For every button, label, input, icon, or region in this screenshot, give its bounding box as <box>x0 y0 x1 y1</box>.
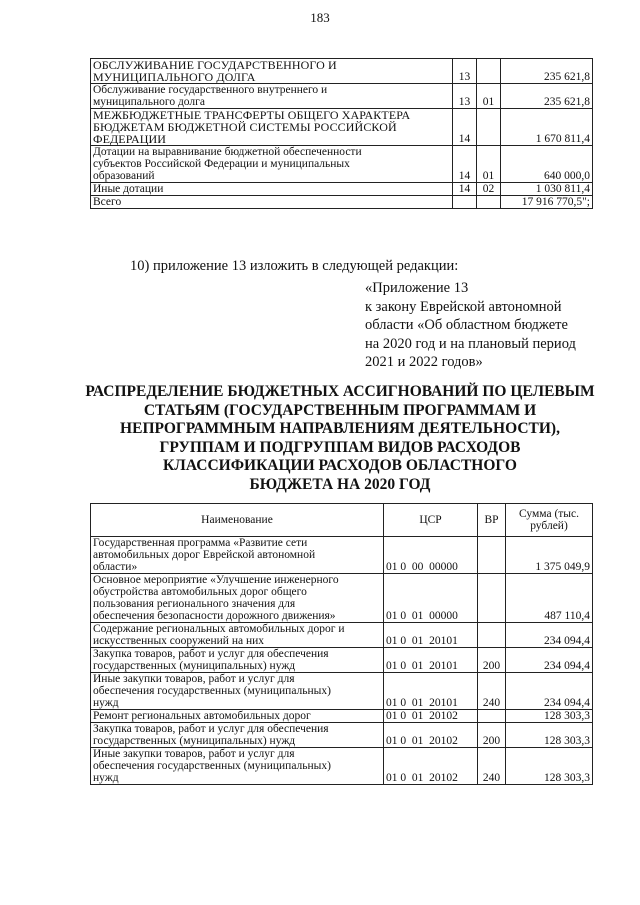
row-name-line: Основное мероприятие «Улучшение инженерного <box>93 574 339 586</box>
row-name-line: субъектов Российской Федерации и муниципальных <box>93 158 350 170</box>
row-vr <box>478 623 506 648</box>
row-name <box>91 574 384 623</box>
appendix-line: области «Об областном бюджете <box>365 317 568 333</box>
document-heading <box>80 383 600 494</box>
row-vr <box>478 710 506 723</box>
row-subsection <box>477 109 501 146</box>
row-name-line: государственных (муниципальных) нужд <box>93 735 296 747</box>
row-name-line: Ремонт региональных автомобильных дорог <box>93 710 311 722</box>
row-sum: 487 110,4 <box>506 574 593 623</box>
appendix-reference <box>365 279 593 372</box>
row-name-line: нужд <box>93 772 119 784</box>
row-vr <box>478 537 506 574</box>
table-row <box>91 710 593 723</box>
budget-sections-table <box>90 58 593 209</box>
row-name-line: ОБСЛУЖИВАНИЕ ГОСУДАРСТВЕННОГО И <box>93 58 337 72</box>
row-csr: 01 0 01 20102 <box>384 710 478 723</box>
row-name-line: Иные закупки товаров, работ и услуг для <box>93 673 295 685</box>
header-csr: ЦСР <box>384 504 478 537</box>
row-sum: 234 094,4 <box>506 648 593 673</box>
row-name-line: Закупка товаров, работ и услуг для обеспечения <box>93 723 329 735</box>
row-sum: 1 375 049,9 <box>506 537 593 574</box>
row-subsection: 01 <box>477 146 501 183</box>
header-sum <box>506 504 593 537</box>
row-csr: 01 0 01 20102 <box>384 723 478 748</box>
row-name-line: пользования регионального значения для <box>93 598 296 610</box>
row-vr: 240 <box>478 673 506 710</box>
row-section: 14 <box>453 109 477 146</box>
row-subsection: 02 <box>477 183 501 196</box>
table-row <box>91 723 593 748</box>
heading-line: БЮДЖЕТА НА 2020 ГОД <box>249 475 431 493</box>
row-name-line: МУНИЦИПАЛЬНОГО ДОЛГА <box>93 70 256 84</box>
heading-line: КЛАССИФИКАЦИИ РАСХОДОВ ОБЛАСТНОГО <box>163 457 517 474</box>
row-name <box>91 183 453 196</box>
row-name-line: обеспечения безопасности дорожного движения» <box>93 610 336 622</box>
row-name-line: обеспечения государственных (муниципальных) <box>93 760 331 772</box>
row-section: 13 <box>453 59 477 84</box>
heading-line: ГРУППАМ И ПОДГРУППАМ ВИДОВ РАСХОДОВ <box>159 438 521 456</box>
row-name-line: Содержание региональных автомобильных дорог и <box>93 623 345 635</box>
row-name-line: области» <box>93 561 138 573</box>
table-row <box>91 84 593 109</box>
row-sum: 1 670 811,4 <box>501 109 593 146</box>
row-section: 14 <box>453 183 477 196</box>
amendment-paragraph: 10) приложение 13 изложить в следующей редакции: <box>130 258 459 274</box>
row-name-line: искусственных сооружений на них <box>93 635 265 647</box>
header-name: Наименование <box>91 504 384 537</box>
total-sum: 17 916 770,5"; <box>501 196 593 209</box>
row-vr: 200 <box>478 723 506 748</box>
row-name-line: обеспечения государственных (муниципальных) <box>93 685 331 697</box>
heading-line: РАСПРЕДЕЛЕНИЕ БЮДЖЕТНЫХ АССИГНОВАНИЙ ПО ЦЕЛЕВЫМ <box>85 383 595 400</box>
row-name-line: образований <box>93 170 155 182</box>
row-name-line: МЕЖБЮДЖЕТНЫЕ ТРАНСФЕРТЫ ОБЩЕГО ХАРАКТЕРА <box>93 108 411 122</box>
header-sum-line: Сумма (тыс. <box>519 508 579 520</box>
table-row <box>91 146 593 183</box>
row-sum: 234 094,4 <box>506 673 593 710</box>
row-name <box>91 748 384 785</box>
row-name-line: ФЕДЕРАЦИИ <box>93 132 167 146</box>
row-csr: 01 0 01 00000 <box>384 574 478 623</box>
row-csr: 01 0 01 20101 <box>384 623 478 648</box>
table-row <box>91 623 593 648</box>
table-row <box>91 673 593 710</box>
allocation-table <box>90 503 593 785</box>
appendix-line: к закону Еврейской автономной <box>365 298 562 315</box>
table-row <box>91 748 593 785</box>
header-sum-line: рублей) <box>530 520 568 532</box>
row-csr: 01 0 01 20101 <box>384 648 478 673</box>
row-sum: 234 094,4 <box>506 623 593 648</box>
row-section: 13 <box>453 84 477 109</box>
heading-line: СТАТЬЯМ (ГОСУДАРСТВЕННЫМ ПРОГРАММАМ И <box>143 401 537 419</box>
row-vr: 240 <box>478 748 506 785</box>
total-row <box>91 196 593 209</box>
row-sum: 640 000,0 <box>501 146 593 183</box>
table-row <box>91 648 593 673</box>
row-name <box>91 59 453 84</box>
row-name <box>91 109 453 146</box>
row-name <box>91 146 453 183</box>
row-section: 14 <box>453 146 477 183</box>
row-csr: 01 0 01 20102 <box>384 748 478 785</box>
row-name <box>91 537 384 574</box>
row-name-line: Иные закупки товаров, работ и услуг для <box>93 748 295 760</box>
row-name <box>91 648 384 673</box>
heading-line: НЕПРОГРАММНЫМ НАПРАВЛЕНИЯМ ДЕЯТЕЛЬНОСТИ), <box>120 420 560 437</box>
empty-cell <box>453 196 477 209</box>
row-name <box>91 84 453 109</box>
header-vr: ВР <box>478 504 506 537</box>
row-name-line: Иные дотации <box>93 183 164 195</box>
table-row <box>91 574 593 623</box>
row-name-line: Дотации на выравнивание бюджетной обеспеченности <box>93 146 362 158</box>
row-name-line: автомобильных дорог Еврейской автономной <box>93 549 316 561</box>
row-name-line: Государственная программа «Развитие сети <box>93 537 308 549</box>
row-sum: 128 303,3 <box>506 723 593 748</box>
table-row <box>91 109 593 146</box>
row-sum: 128 303,3 <box>506 748 593 785</box>
row-sum: 128 303,3 <box>506 710 593 723</box>
row-csr: 01 0 00 00000 <box>384 537 478 574</box>
row-name <box>91 710 384 723</box>
row-sum: 235 621,8 <box>501 84 593 109</box>
table-row <box>91 537 593 574</box>
total-label: Всего <box>91 196 453 209</box>
appendix-line: на 2020 год и на плановый период <box>365 335 576 352</box>
appendix-line: 2021 и 2022 годов» <box>365 354 483 370</box>
appendix-line: «Приложение 13 <box>365 280 469 296</box>
row-name <box>91 723 384 748</box>
row-vr <box>478 574 506 623</box>
row-name-line: БЮДЖЕТАМ БЮДЖЕТНОЙ СИСТЕМЫ РОССИЙСКОЙ <box>93 120 397 134</box>
row-name-line: Обслуживание государственного внутреннего и <box>93 84 328 96</box>
row-name <box>91 623 384 648</box>
row-vr: 200 <box>478 648 506 673</box>
row-name-line: муниципального долга <box>93 96 205 108</box>
row-name <box>91 673 384 710</box>
row-subsection <box>477 59 501 84</box>
row-name-line: Закупка товаров, работ и услуг для обеспечения <box>93 648 329 660</box>
row-sum: 235 621,8 <box>501 59 593 84</box>
empty-cell <box>477 196 501 209</box>
page-number: 183 <box>310 10 330 25</box>
row-sum: 1 030 811,4 <box>501 183 593 196</box>
row-name-line: обустройства автомобильных дорог общего <box>93 586 307 598</box>
table-row <box>91 183 593 196</box>
row-name-line: государственных (муниципальных) нужд <box>93 660 296 672</box>
row-name-line: нужд <box>93 697 119 709</box>
row-csr: 01 0 01 20101 <box>384 673 478 710</box>
row-subsection: 01 <box>477 84 501 109</box>
table-row <box>91 59 593 84</box>
